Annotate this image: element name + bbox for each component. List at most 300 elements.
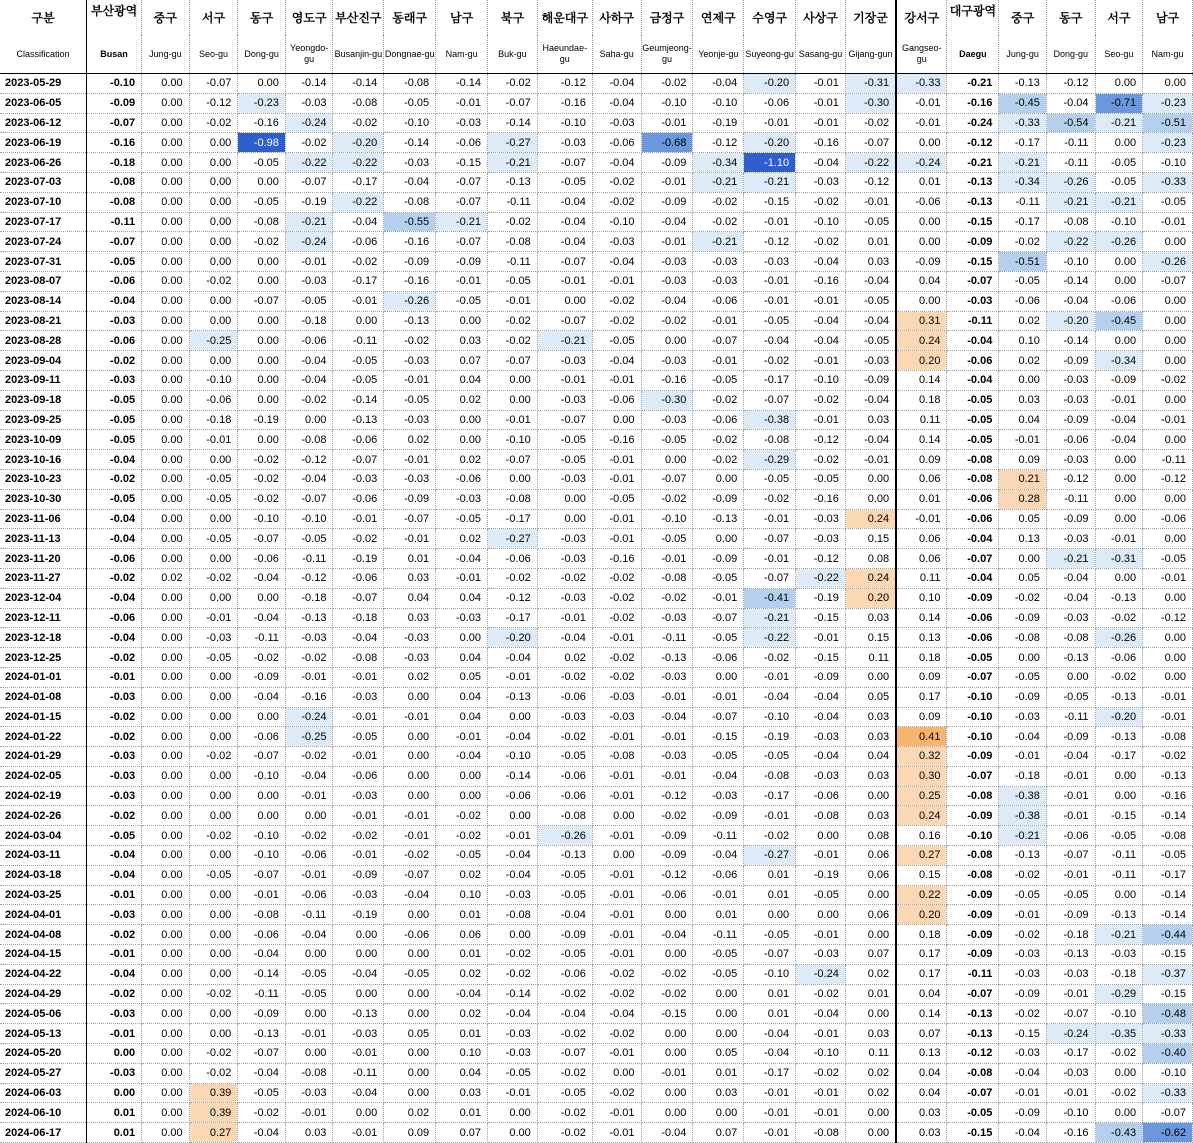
value-cell: -0.01 xyxy=(333,509,384,529)
value-cell: 0.00 xyxy=(142,450,190,470)
value-cell: -0.21 xyxy=(537,331,592,351)
value-cell: -0.01 xyxy=(641,766,693,786)
value-cell: -0.05 xyxy=(693,747,744,767)
value-cell: 0.00 xyxy=(384,687,436,707)
value-cell: 0.30 xyxy=(896,766,947,786)
value-cell: -0.18 xyxy=(189,410,238,430)
value-cell: -0.12 xyxy=(641,786,693,806)
value-cell: 0.00 xyxy=(189,212,238,232)
value-cell: -0.15 xyxy=(1143,984,1193,1004)
value-cell: -0.16 xyxy=(796,133,846,153)
value-cell: -0.03 xyxy=(384,351,436,371)
value-cell: 0.00 xyxy=(1046,667,1095,687)
date-cell: 2024-03-25 xyxy=(0,885,86,905)
value-cell: -0.09 xyxy=(1046,351,1095,371)
value-cell: 0.00 xyxy=(537,291,592,311)
value-cell: -0.08 xyxy=(537,806,592,826)
date-cell: 2024-04-22 xyxy=(0,964,86,984)
table-row xyxy=(0,865,1193,885)
value-cell: 0.01 xyxy=(744,984,796,1004)
value-cell: -0.04 xyxy=(86,628,141,648)
value-cell: -0.38 xyxy=(744,410,796,430)
value-cell: 0.01 xyxy=(693,905,744,925)
value-cell: -0.07 xyxy=(744,945,796,965)
value-cell: -0.08 xyxy=(488,232,538,252)
table-row xyxy=(0,628,1193,648)
value-cell: -0.07 xyxy=(238,291,286,311)
value-cell: -0.01 xyxy=(592,727,641,747)
value-cell: -0.02 xyxy=(693,430,744,450)
value-cell: -0.02 xyxy=(641,588,693,608)
value-cell: -0.09 xyxy=(641,826,693,846)
value-cell: -0.29 xyxy=(744,450,796,470)
value-cell: -0.01 xyxy=(744,1103,796,1123)
value-cell: -0.04 xyxy=(333,1083,384,1103)
value-cell: 0.00 xyxy=(189,846,238,866)
value-cell: -0.09 xyxy=(999,1103,1047,1123)
value-cell: -0.01 xyxy=(285,1024,333,1044)
value-cell: 0.39 xyxy=(189,1083,238,1103)
value-cell: -0.05 xyxy=(238,192,286,212)
value-cell: -0.09 xyxy=(1095,370,1143,390)
value-cell: 0.02 xyxy=(845,1063,896,1083)
value-cell: 0.10 xyxy=(896,588,947,608)
value-cell: -0.04 xyxy=(641,707,693,727)
value-cell: -0.15 xyxy=(693,727,744,747)
value-cell: -0.05 xyxy=(86,489,141,509)
value-cell: -0.06 xyxy=(947,628,999,648)
table-header xyxy=(0,0,1193,74)
value-cell: -0.01 xyxy=(333,1044,384,1064)
value-cell: -0.06 xyxy=(693,291,744,311)
value-cell: -0.01 xyxy=(592,766,641,786)
value-cell: -0.34 xyxy=(693,153,744,173)
value-cell: 0.10 xyxy=(436,1044,488,1064)
value-cell: -0.04 xyxy=(999,1123,1047,1143)
header-ko-19: 중구 xyxy=(999,0,1047,35)
value-cell: -0.14 xyxy=(488,766,538,786)
value-cell: -0.06 xyxy=(693,410,744,430)
value-cell: -0.11 xyxy=(1046,489,1095,509)
value-cell: -0.20 xyxy=(744,74,796,94)
value-cell: -0.05 xyxy=(1046,687,1095,707)
value-cell: 0.00 xyxy=(142,707,190,727)
value-cell: -0.01 xyxy=(592,1123,641,1143)
value-cell: 0.00 xyxy=(1143,232,1193,252)
value-cell: -0.07 xyxy=(744,568,796,588)
value-cell: 0.07 xyxy=(896,1024,947,1044)
value-cell: -0.14 xyxy=(333,390,384,410)
value-cell: 0.04 xyxy=(436,370,488,390)
value-cell: -0.03 xyxy=(1046,964,1095,984)
value-cell: -0.07 xyxy=(537,1044,592,1064)
date-cell: 2024-02-19 xyxy=(0,786,86,806)
value-cell: -0.05 xyxy=(285,984,333,1004)
value-cell: -0.02 xyxy=(641,964,693,984)
header-en-15: Sasang-gu xyxy=(796,35,846,74)
value-cell: -0.19 xyxy=(744,727,796,747)
value-cell: -0.03 xyxy=(537,549,592,569)
header-ko-9: 북구 xyxy=(488,0,538,35)
value-cell: -0.07 xyxy=(436,232,488,252)
value-cell: -0.01 xyxy=(592,905,641,925)
value-cell: -0.07 xyxy=(744,390,796,410)
value-cell: -0.11 xyxy=(999,192,1047,212)
value-cell: -0.06 xyxy=(86,331,141,351)
value-cell: -0.04 xyxy=(285,469,333,489)
value-cell: -0.62 xyxy=(1143,1123,1193,1143)
value-cell: -0.21 xyxy=(693,172,744,192)
value-cell: -0.04 xyxy=(86,450,141,470)
value-cell: -0.05 xyxy=(189,648,238,668)
value-cell: -0.03 xyxy=(947,291,999,311)
value-cell: -0.01 xyxy=(333,1123,384,1143)
value-cell: -0.03 xyxy=(693,271,744,291)
value-cell: -0.01 xyxy=(592,865,641,885)
value-cell: -0.02 xyxy=(189,568,238,588)
value-cell: -0.04 xyxy=(238,1063,286,1083)
table-row xyxy=(0,707,1193,727)
header-ko-7: 동래구 xyxy=(384,0,436,35)
table-row xyxy=(0,172,1193,192)
header-en-22: Nam-gu xyxy=(1143,35,1193,74)
value-cell: -0.12 xyxy=(1143,469,1193,489)
table-row xyxy=(0,806,1193,826)
value-cell: 0.00 xyxy=(142,351,190,371)
value-cell: -0.03 xyxy=(537,469,592,489)
value-cell: -0.01 xyxy=(592,826,641,846)
value-cell: -0.19 xyxy=(238,410,286,430)
value-cell: -0.10 xyxy=(796,212,846,232)
value-cell: -0.02 xyxy=(436,826,488,846)
value-cell: 0.00 xyxy=(845,1123,896,1143)
value-cell: -0.04 xyxy=(796,1004,846,1024)
value-cell: -0.13 xyxy=(285,608,333,628)
value-cell: 0.06 xyxy=(436,925,488,945)
value-cell: -0.13 xyxy=(1046,648,1095,668)
value-cell: 0.00 xyxy=(142,1063,190,1083)
value-cell: 0.04 xyxy=(436,1063,488,1083)
value-cell: -0.01 xyxy=(189,430,238,450)
value-cell: -0.02 xyxy=(744,351,796,371)
value-cell: 0.20 xyxy=(845,588,896,608)
value-cell: -0.04 xyxy=(1046,568,1095,588)
value-cell: -0.26 xyxy=(1143,252,1193,272)
value-cell: 0.00 xyxy=(488,1103,538,1123)
header-ko-17: 강서구 xyxy=(896,0,947,35)
value-cell: -0.09 xyxy=(845,370,896,390)
value-cell: -0.08 xyxy=(238,905,286,925)
value-cell: -0.01 xyxy=(592,925,641,945)
value-cell: 0.00 xyxy=(1095,489,1143,509)
value-cell: -0.03 xyxy=(845,351,896,371)
value-cell: -0.10 xyxy=(189,370,238,390)
value-cell: -0.08 xyxy=(488,489,538,509)
value-cell: 0.00 xyxy=(333,984,384,1004)
value-cell: 0.05 xyxy=(436,667,488,687)
value-cell: -0.03 xyxy=(796,766,846,786)
value-cell: -0.04 xyxy=(693,766,744,786)
value-cell: -0.24 xyxy=(947,113,999,133)
value-cell: -0.02 xyxy=(189,984,238,1004)
header-en-9: Buk-gu xyxy=(488,35,538,74)
header-en-5: Yeongdo-gu xyxy=(285,35,333,74)
value-cell: 0.00 xyxy=(189,509,238,529)
value-cell: 0.00 xyxy=(384,1044,436,1064)
value-cell: 0.00 xyxy=(142,489,190,509)
value-cell: -0.02 xyxy=(744,826,796,846)
value-cell: -0.04 xyxy=(796,331,846,351)
value-cell: 0.00 xyxy=(86,1083,141,1103)
date-cell: 2024-02-05 xyxy=(0,766,86,786)
value-cell: -0.04 xyxy=(86,291,141,311)
table-row xyxy=(0,1004,1193,1024)
value-cell: -0.07 xyxy=(1046,1004,1095,1024)
value-cell: 0.02 xyxy=(999,351,1047,371)
value-cell: 0.00 xyxy=(285,945,333,965)
value-cell: 0.00 xyxy=(641,1083,693,1103)
value-cell: -0.01 xyxy=(1143,410,1193,430)
value-cell: 0.18 xyxy=(896,390,947,410)
value-cell: -0.01 xyxy=(537,271,592,291)
value-cell: -0.11 xyxy=(285,905,333,925)
table-row xyxy=(0,984,1193,1004)
value-cell: -0.37 xyxy=(1143,964,1193,984)
value-cell: -0.17 xyxy=(1143,865,1193,885)
value-cell: 0.00 xyxy=(142,1004,190,1024)
table-row xyxy=(0,529,1193,549)
value-cell: 0.00 xyxy=(641,905,693,925)
value-cell: -0.02 xyxy=(641,311,693,331)
value-cell: 0.00 xyxy=(142,826,190,846)
header-en-2: Jung-gu xyxy=(142,35,190,74)
value-cell: -0.07 xyxy=(285,172,333,192)
value-cell: -0.04 xyxy=(436,549,488,569)
value-cell: 0.00 xyxy=(999,370,1047,390)
value-cell: -0.04 xyxy=(744,331,796,351)
value-cell: 0.00 xyxy=(238,311,286,331)
value-cell: -0.17 xyxy=(488,509,538,529)
value-cell: -0.04 xyxy=(845,390,896,410)
value-cell: 0.00 xyxy=(142,964,190,984)
value-cell: -0.06 xyxy=(86,608,141,628)
value-cell: -0.06 xyxy=(592,390,641,410)
value-cell: -0.01 xyxy=(693,885,744,905)
value-cell: 0.04 xyxy=(436,687,488,707)
value-cell: -0.11 xyxy=(947,311,999,331)
value-cell: 0.00 xyxy=(238,271,286,291)
value-cell: -0.09 xyxy=(947,945,999,965)
date-cell: 2024-06-17 xyxy=(0,1123,86,1143)
value-cell: -0.05 xyxy=(1143,846,1193,866)
value-cell: -0.21 xyxy=(488,153,538,173)
value-cell: -0.03 xyxy=(537,351,592,371)
value-cell: -0.03 xyxy=(488,1044,538,1064)
value-cell: -0.14 xyxy=(1143,905,1193,925)
value-cell: -0.07 xyxy=(488,351,538,371)
value-cell: -0.04 xyxy=(537,192,592,212)
value-cell: -0.13 xyxy=(238,1024,286,1044)
table-row xyxy=(0,509,1193,529)
value-cell: -0.02 xyxy=(285,648,333,668)
value-cell: -0.07 xyxy=(693,331,744,351)
value-cell: -0.08 xyxy=(333,93,384,113)
value-cell: -0.11 xyxy=(1046,153,1095,173)
value-cell: -0.02 xyxy=(488,74,538,94)
table-row xyxy=(0,667,1193,687)
value-cell: -0.10 xyxy=(1143,153,1193,173)
value-cell: -0.05 xyxy=(693,964,744,984)
value-cell: -0.03 xyxy=(1046,1063,1095,1083)
table-row xyxy=(0,1103,1193,1123)
value-cell: -0.04 xyxy=(947,568,999,588)
value-cell: -0.21 xyxy=(999,826,1047,846)
value-cell: -0.01 xyxy=(592,945,641,965)
value-cell: -0.03 xyxy=(641,252,693,272)
value-cell: -0.13 xyxy=(488,687,538,707)
value-cell: -0.03 xyxy=(999,945,1047,965)
value-cell: -0.08 xyxy=(947,846,999,866)
value-cell: -0.13 xyxy=(999,74,1047,94)
value-cell: -0.12 xyxy=(693,133,744,153)
value-cell: -0.06 xyxy=(285,331,333,351)
value-cell: 0.10 xyxy=(436,885,488,905)
date-cell: 2024-05-06 xyxy=(0,1004,86,1024)
value-cell: -0.38 xyxy=(999,806,1047,826)
value-cell: -0.51 xyxy=(1143,113,1193,133)
value-cell: 0.00 xyxy=(238,390,286,410)
value-cell: -0.01 xyxy=(641,687,693,707)
value-cell: -0.06 xyxy=(1095,648,1143,668)
value-cell: -0.14 xyxy=(333,74,384,94)
value-cell: -0.54 xyxy=(1046,113,1095,133)
value-cell: -0.06 xyxy=(238,549,286,569)
value-cell: -0.04 xyxy=(537,212,592,232)
value-cell: 0.00 xyxy=(142,1103,190,1123)
value-cell: -0.22 xyxy=(333,153,384,173)
value-cell: 0.00 xyxy=(142,687,190,707)
value-cell: 0.00 xyxy=(142,608,190,628)
value-cell: 0.02 xyxy=(384,430,436,450)
value-cell: -0.24 xyxy=(285,707,333,727)
value-cell: -0.06 xyxy=(333,430,384,450)
value-cell: -0.01 xyxy=(845,192,896,212)
value-cell: -0.04 xyxy=(285,351,333,371)
value-cell: -0.09 xyxy=(693,549,744,569)
value-cell: -0.13 xyxy=(537,846,592,866)
value-cell: -0.01 xyxy=(796,1083,846,1103)
value-cell: 0.15 xyxy=(896,865,947,885)
value-cell: -0.01 xyxy=(693,351,744,371)
value-cell: 0.01 xyxy=(86,1103,141,1123)
value-cell: 0.07 xyxy=(436,1123,488,1143)
value-cell: -0.04 xyxy=(592,153,641,173)
value-cell: -0.18 xyxy=(333,608,384,628)
value-cell: -0.13 xyxy=(1095,687,1143,707)
value-cell: 0.18 xyxy=(896,925,947,945)
value-cell: -0.07 xyxy=(537,410,592,430)
header-en-6: Busanjin-gu xyxy=(333,35,384,74)
value-cell: -0.01 xyxy=(592,628,641,648)
value-cell: -0.03 xyxy=(537,707,592,727)
value-cell: -0.02 xyxy=(796,232,846,252)
header-en-7: Dongnae-gu xyxy=(384,35,436,74)
value-cell: -0.12 xyxy=(796,430,846,450)
value-cell: 0.00 xyxy=(384,905,436,925)
header-en-11: Saha-gu xyxy=(592,35,641,74)
value-cell: 0.04 xyxy=(896,1083,947,1103)
value-cell: -0.14 xyxy=(436,74,488,94)
value-cell: 0.00 xyxy=(641,1103,693,1123)
value-cell: -0.02 xyxy=(693,212,744,232)
header-en-13: Yeonje-gu xyxy=(693,35,744,74)
value-cell: 0.04 xyxy=(845,747,896,767)
value-cell: -0.14 xyxy=(384,133,436,153)
value-cell: -0.07 xyxy=(693,707,744,727)
value-cell: -0.04 xyxy=(947,529,999,549)
value-cell: -0.33 xyxy=(1143,172,1193,192)
value-cell: -0.10 xyxy=(947,826,999,846)
value-cell: -0.10 xyxy=(1095,212,1143,232)
value-cell: -0.06 xyxy=(86,271,141,291)
value-cell: -0.12 xyxy=(1143,608,1193,628)
table-row xyxy=(0,489,1193,509)
value-cell: -0.09 xyxy=(384,489,436,509)
value-cell: 0.00 xyxy=(845,786,896,806)
value-cell: -0.02 xyxy=(999,588,1047,608)
value-cell: 0.00 xyxy=(189,450,238,470)
value-cell: -0.15 xyxy=(744,192,796,212)
value-cell: -0.01 xyxy=(436,271,488,291)
value-cell: -0.31 xyxy=(1095,549,1143,569)
value-cell: -0.04 xyxy=(1095,430,1143,450)
value-cell: -0.21 xyxy=(947,153,999,173)
value-cell: -0.21 xyxy=(693,232,744,252)
value-cell: 0.00 xyxy=(142,1083,190,1103)
value-cell: -0.07 xyxy=(1143,1103,1193,1123)
value-cell: -0.03 xyxy=(86,786,141,806)
value-cell: 0.00 xyxy=(142,925,190,945)
value-cell: -0.09 xyxy=(1046,410,1095,430)
value-cell: 0.00 xyxy=(189,252,238,272)
value-cell: -0.10 xyxy=(488,747,538,767)
value-cell: -0.04 xyxy=(592,351,641,371)
value-cell: -0.04 xyxy=(744,1024,796,1044)
value-cell: 0.00 xyxy=(86,1044,141,1064)
value-cell: 0.06 xyxy=(845,865,896,885)
value-cell: 0.21 xyxy=(999,469,1047,489)
value-cell: -0.04 xyxy=(384,172,436,192)
date-cell: 2023-09-25 xyxy=(0,410,86,430)
value-cell: -0.06 xyxy=(333,568,384,588)
value-cell: 0.00 xyxy=(1095,331,1143,351)
value-cell: 0.03 xyxy=(845,608,896,628)
value-cell: 0.13 xyxy=(999,529,1047,549)
header-ko-1: 부산광역 xyxy=(86,0,141,35)
value-cell: -0.05 xyxy=(1143,192,1193,212)
value-cell: -0.04 xyxy=(592,74,641,94)
value-cell: 0.04 xyxy=(436,588,488,608)
value-cell: -0.01 xyxy=(592,271,641,291)
value-cell: -0.15 xyxy=(947,1123,999,1143)
value-cell: -0.04 xyxy=(238,608,286,628)
value-cell: -0.08 xyxy=(947,450,999,470)
value-cell: 0.00 xyxy=(142,153,190,173)
table-row xyxy=(0,311,1193,331)
table-row xyxy=(0,1063,1193,1083)
value-cell: -0.02 xyxy=(1143,747,1193,767)
value-cell: -0.21 xyxy=(999,153,1047,173)
